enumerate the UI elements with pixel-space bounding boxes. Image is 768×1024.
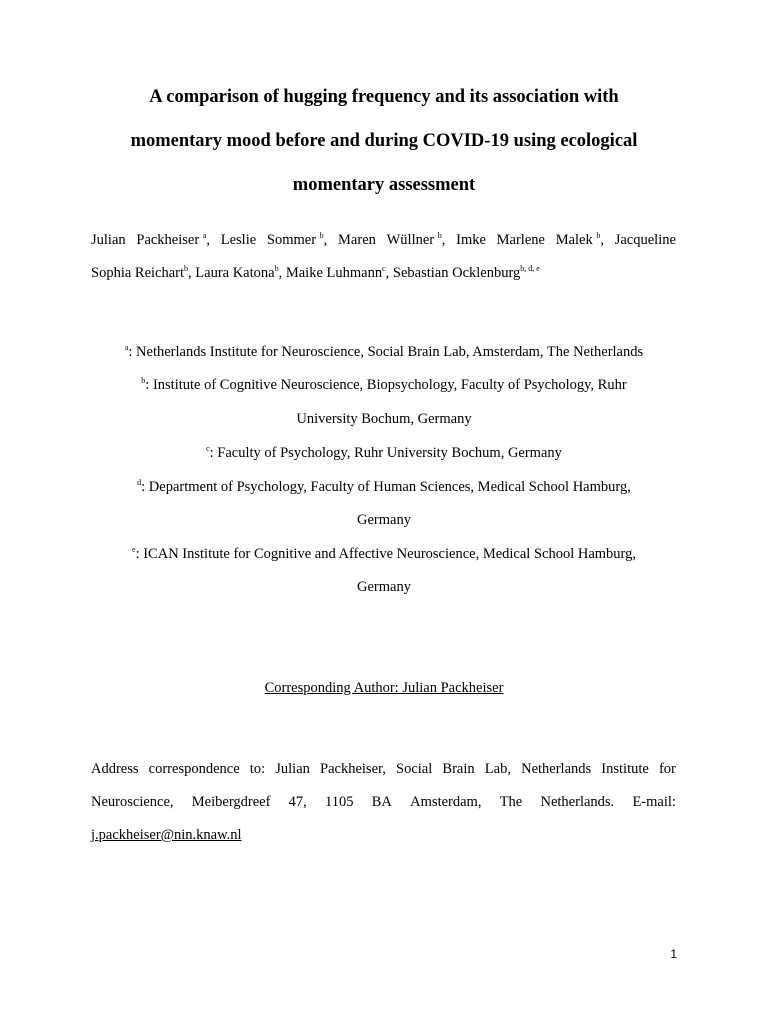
affiliation-marker: b (274, 264, 279, 273)
affiliation-marker: c (382, 264, 386, 273)
address-line-3 (91, 819, 676, 852)
affiliation-marker: b (184, 264, 189, 273)
affiliation-marker: b (596, 231, 601, 240)
author-word: Julian (91, 232, 126, 248)
paper-title-line-2: momentary mood before and during COVID-19 using ecological (130, 131, 638, 151)
affiliation-b-continued: University Bochum, Germany (296, 411, 472, 427)
email-link[interactable]: j.packheiser@nin.knaw.nl (91, 827, 242, 843)
author-name: Sebastian Ocklenburg (392, 265, 521, 281)
affiliation-d-continued: Germany (357, 512, 411, 528)
affiliation-e-continued: Germany (357, 579, 411, 595)
corresponding-author: Corresponding Author: Julian Packheiser (264, 680, 504, 696)
author-name: Sophia Reichart (91, 265, 185, 281)
correspondence-address (91, 753, 676, 852)
author-line-1 (91, 224, 676, 257)
affiliation-a: $^a$: Netherlands Institute for Neuroscience, Social Brain Lab, Amsterdam, The Netherlands (124, 343, 644, 360)
address-line-2: Neuroscience, Meibergdreef 47, 1105 BA Amsterdam, The Netherlands. E-mail: (91, 794, 676, 810)
author-name: Laura Katona (195, 265, 275, 281)
affiliation-e: $^e$: ICAN Institute for Cognitive and Affective Neuroscience, Medical School Hamburg, (132, 545, 636, 562)
paper-title-line-3: momentary assessment (292, 175, 476, 195)
author-list (91, 224, 676, 290)
affiliation-d: $^d$: Department of Psychology, Faculty of Human Sciences, Medical School Hamburg, (137, 478, 631, 495)
author-line-2: Sophia Reichart$^b$, Laura Katona$^b$, Maike Luhmann$^c$, Sebastian Ocklenburg$^{b, d, e}$ (91, 264, 540, 281)
affiliation-c: $^c$: Faculty of Psychology, Ruhr University Bochum, Germany (206, 444, 562, 461)
address-line-1: Address correspondence to: Julian Packheiser, Social Brain Lab, Netherlands Institute for (91, 761, 676, 777)
affiliation-marker: a (202, 231, 207, 240)
author-word: Jacqueline (614, 232, 676, 248)
affiliation-b: $^b$: Institute of Cognitive Neuroscience, Biopsychology, Faculty of Psychology, Ruhr (141, 376, 627, 393)
paper-title-line-1: A comparison of hugging frequency and its association with (149, 87, 619, 107)
author-word: Sommer $^b$, (266, 231, 328, 248)
author-word: Imke (456, 232, 486, 248)
author-word: Leslie (220, 232, 257, 248)
affiliation-marker: b (319, 231, 324, 240)
author-word: Wüllner $^b$, (386, 231, 446, 248)
author-word: Marlene (496, 232, 545, 248)
author-word: Maren (338, 232, 376, 248)
author-name: Maike Luhmann (285, 265, 383, 281)
author-word: Packheiser $^a$, (136, 231, 210, 248)
author-word: Malek $^b$, (555, 231, 604, 248)
affiliation-marker: b (437, 231, 442, 240)
affiliation-marker: b, d, e (520, 264, 540, 273)
page-number: 1 (670, 947, 677, 961)
